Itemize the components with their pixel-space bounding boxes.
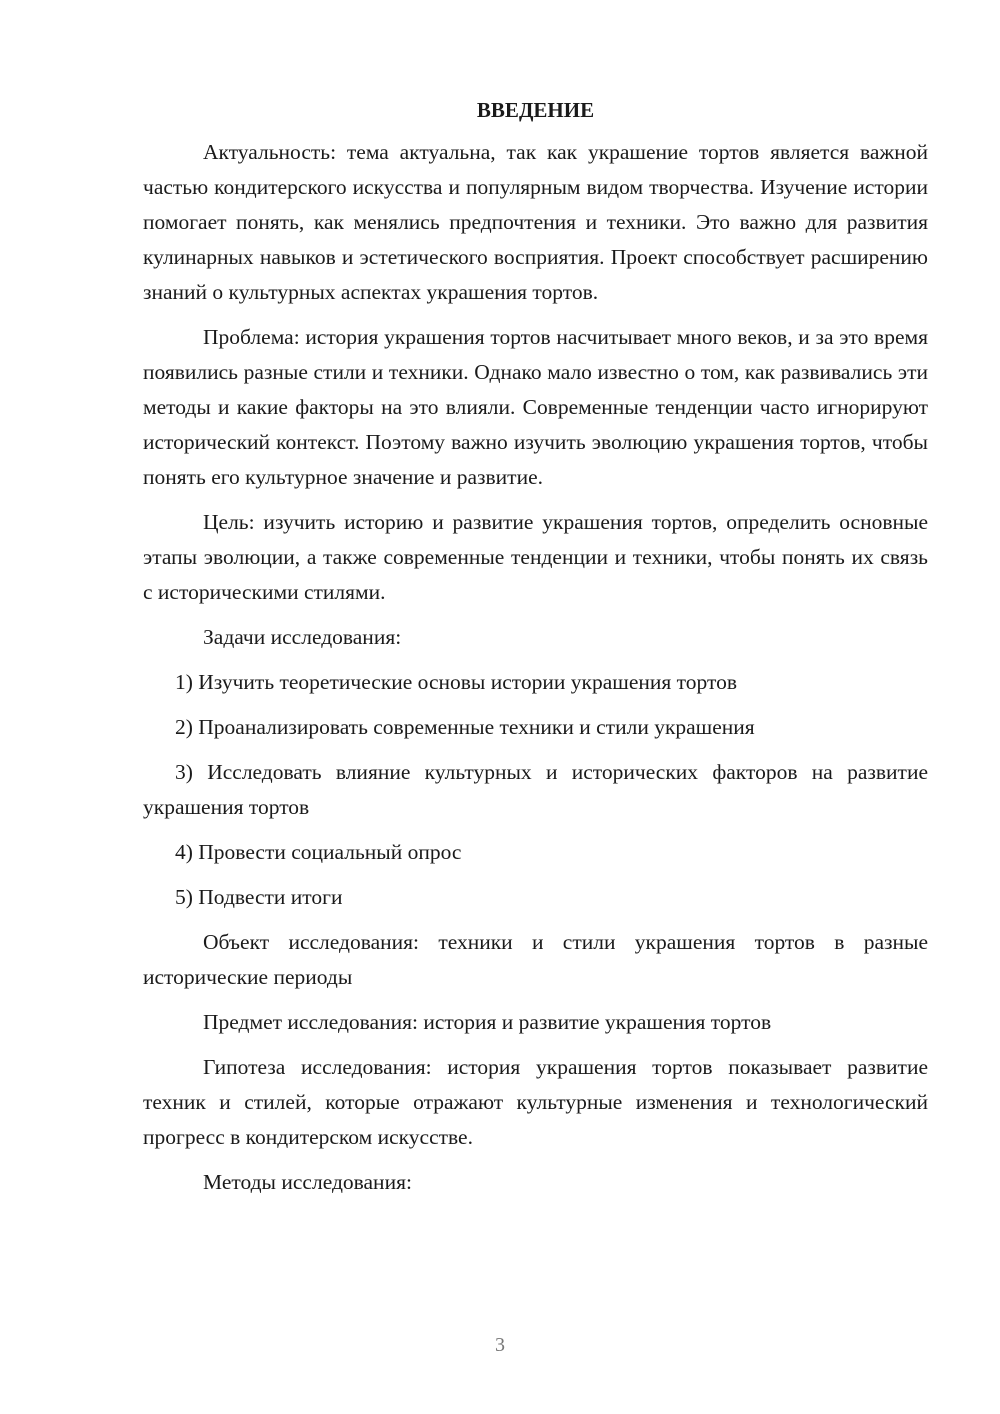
list-item: 5) Подвести итоги	[175, 885, 343, 909]
object-paragraph: Объект исследования: техники и стили украшения тортов в разные исторические периоды	[143, 930, 928, 989]
list-item: 2) Проанализировать современные техники и стили украшения	[175, 715, 755, 739]
list-item: 4) Провести социальный опрос	[175, 840, 462, 864]
tasks-heading: Задачи исследования:	[203, 625, 402, 649]
page-title: ВВЕДЕНИЕ	[476, 98, 595, 122]
problem-paragraph: Проблема: история украшения тортов насчитывает много веков, и за это время появились разные стили и техники. Однако мало известно о том, как развивались эти методы и какие факторы на это влияли. Современные тенденции часто игнорируют исторический контекст. Поэтому важно изучить эволюцию украшения тортов, чтобы понять его культурное значение и развитие.	[143, 325, 928, 489]
goal-paragraph: Цель: изучить историю и развитие украшения тортов, определить основные этапы эволюции, а также современные тенденции и техники, чтобы понять их связь с историческими стилями.	[143, 510, 928, 604]
subject-paragraph: Предмет исследования: история и развитие украшения тортов	[203, 1010, 772, 1034]
list-item: 3) Исследовать влияние культурных и исторических факторов на развитие украшения тортов	[143, 760, 928, 819]
tasks-list	[143, 665, 928, 915]
relevance-paragraph: Актуальность: тема актуальна, так как украшение тортов является важной частью кондитерского искусства и популярным видом творчества. Изучение истории помогает понять, как менялись предпочтения и техники. Это важно для развития кулинарных навыков и эстетического восприятия. Проект способствует расширению знаний о культурных аспектах украшения тортов.	[143, 140, 928, 304]
document-page	[143, 95, 928, 1210]
methods-heading: Методы исследования:	[203, 1170, 412, 1194]
page-number: 3	[495, 1334, 505, 1356]
hypothesis-paragraph: Гипотеза исследования: история украшения тортов показывает развитие техник и стилей, которые отражают культурные изменения и технологический прогресс в кондитерском искусстве.	[143, 1055, 928, 1149]
list-item: 1) Изучить теоретические основы истории украшения тортов	[175, 670, 737, 694]
